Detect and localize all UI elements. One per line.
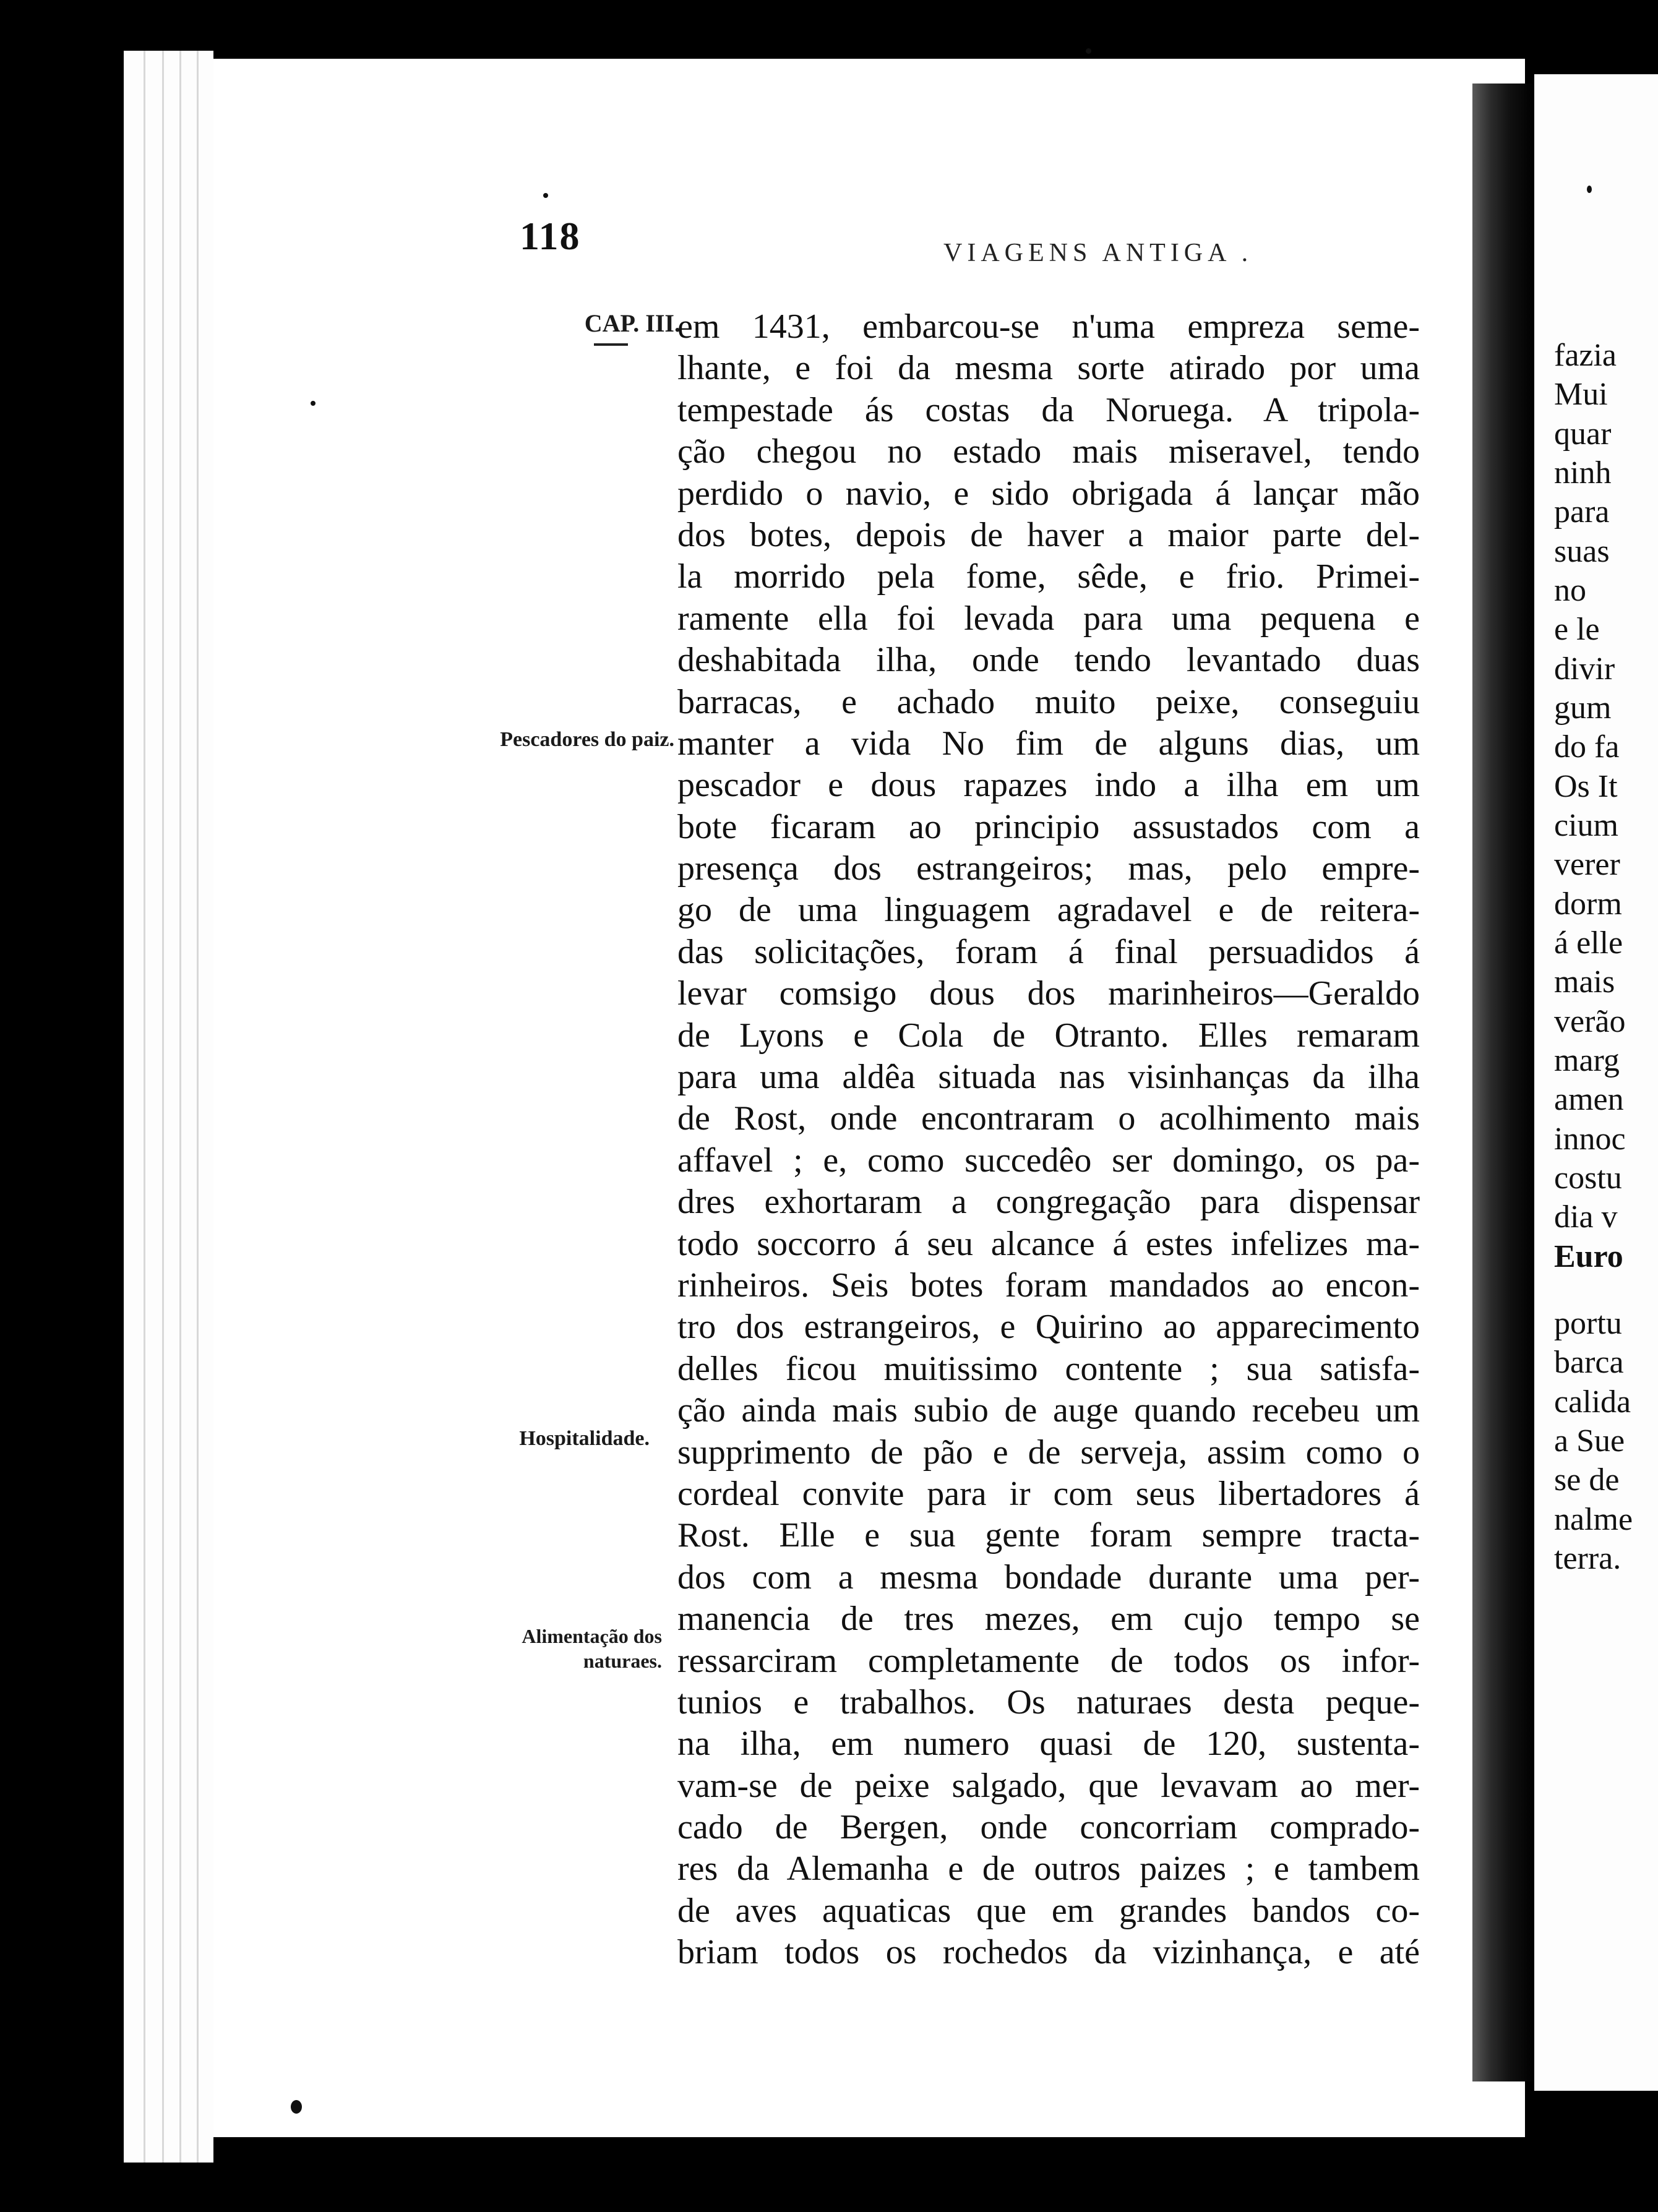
facing-page-line: para (1554, 494, 1610, 529)
text-line: para uma aldêa situada nas visinhanças da ilha (677, 1058, 1420, 1097)
facing-page-line: e le (1554, 612, 1600, 647)
facing-page-line: quar (1554, 416, 1612, 452)
margin-note-food: Alimentação dos naturaes. (522, 1625, 662, 1672)
text-line: dos botes, depois de haver a maior parte del- (677, 515, 1420, 554)
text-line: ressarciram completamente de todos os infor- (677, 1641, 1420, 1680)
facing-page-line: se de (1554, 1462, 1620, 1498)
facing-page-line: amen (1554, 1082, 1624, 1117)
text-line: lhante, e foi da mesma sorte atirado por uma (677, 349, 1420, 388)
running-head: VIAGENS ANTIGA . (943, 239, 1253, 267)
text-line: de Lyons e Cola de Otranto. Elles remaram (677, 1016, 1420, 1055)
facing-page-line: nalme (1554, 1502, 1633, 1537)
text-line: res da Alemanha e de outros paizes ; e tambem (677, 1850, 1420, 1888)
margin-note-hospitality: Hospitalidade. (519, 1427, 650, 1450)
page-edge-line (197, 51, 199, 2163)
facing-page-line: calida (1554, 1384, 1631, 1420)
body-text (677, 306, 1420, 1974)
facing-page-line: ninh (1554, 455, 1612, 491)
facing-page-line: barca (1554, 1345, 1624, 1380)
text-line: deshabitada ilha, onde tendo levantado duas (677, 641, 1420, 680)
text-line: supprimento de pão e de serveja, assim como o (677, 1433, 1420, 1472)
text-line: todo soccorro á seu alcance á estes infelizes ma- (677, 1224, 1420, 1263)
scan-speck (311, 401, 316, 406)
text-line: perdido o navio, e sido obrigada á lançar mão (677, 474, 1420, 513)
text-line: briam todos os rochedos da vizinhança, e até (677, 1933, 1420, 1972)
chapter-dash (594, 343, 628, 346)
text-line: ção chegou no estado mais miseravel, tendo (677, 432, 1420, 471)
chapter-label: CAP. III. (584, 309, 681, 337)
page-edge-line (162, 51, 164, 2163)
text-line: ção ainda mais subio de auge quando recebeu um (677, 1391, 1420, 1430)
text-line: na ilha, em numero quasi de 120, sustenta- (677, 1725, 1420, 1764)
text-line: manencia de tres mezes, em cujo tempo se (677, 1600, 1420, 1639)
text-line: delles ficou muitissimo contente ; sua satisfa- (677, 1349, 1420, 1388)
text-line: ramente ella foi levada para uma pequena e (677, 599, 1420, 638)
scan-speck (543, 193, 548, 198)
scan-speck (1587, 186, 1592, 193)
facing-page-line: gum (1554, 690, 1612, 726)
page-stack-edge (124, 51, 213, 2163)
text-line: go de uma linguagem agradavel e de reitera- (677, 891, 1420, 930)
facing-page-line: dia v (1554, 1199, 1618, 1235)
margin-note-fishers: Pescadores do paiz. (500, 728, 674, 751)
page-number: 118 (520, 214, 581, 258)
text-line: cordeal convite para ir com seus libertadores á (677, 1474, 1420, 1513)
page-edge-line (144, 51, 145, 2163)
text-line: barracas, e achado muito peixe, conseguiu (677, 682, 1420, 721)
facing-page-line: dorm (1554, 886, 1622, 922)
text-line: rinheiros. Seis botes foram mandados ao encon- (677, 1266, 1420, 1305)
text-line: em 1431, embarcou-se n'uma empreza seme- (677, 307, 1420, 346)
text-line: de Rost, onde encontraram o acolhimento mais (677, 1099, 1420, 1138)
facing-page-line: Euro (1554, 1239, 1623, 1274)
facing-page-line: cium (1554, 808, 1618, 843)
text-line: das solicitações, foram á final persuadidos á (677, 932, 1420, 971)
facing-page-line: costu (1554, 1160, 1622, 1196)
text-line: presença dos estrangeiros; mas, pelo empre- (677, 849, 1420, 888)
text-line: pescador e dous rapazes indo a ilha em um (677, 766, 1420, 805)
text-line: bote ficaram ao principio assustados com a (677, 807, 1420, 846)
facing-page-line: portu (1554, 1306, 1622, 1341)
scan-speck (1086, 48, 1091, 54)
facing-page-line: no (1554, 573, 1586, 608)
text-line: tempestade ás costas da Noruega. A tripola- (677, 390, 1420, 429)
facing-page-line: á elle (1554, 925, 1623, 961)
text-line: cado de Bergen, onde concorriam comprado- (677, 1808, 1420, 1847)
text-line: dres exhortaram a congregação para dispensar (677, 1183, 1420, 1222)
binding-gutter (1472, 84, 1534, 2081)
text-line: la morrido pela fome, sêde, e frio. Primei- (677, 557, 1420, 596)
text-line: tro dos estrangeiros, e Quirino ao apparecimento (677, 1308, 1420, 1347)
text-line: affavel ; e, como succedêo ser domingo, os pa- (677, 1141, 1420, 1180)
page-edge-line (179, 51, 181, 2163)
facing-page-line: verer (1554, 847, 1620, 882)
facing-page-line: Os It (1554, 769, 1618, 804)
scan-speck (291, 2100, 302, 2114)
facing-page-line: innoc (1554, 1121, 1626, 1157)
facing-page-line: Mui (1554, 377, 1608, 412)
text-line: manter a vida No fim de alguns dias, um (677, 724, 1420, 763)
facing-page-line: terra. (1554, 1541, 1621, 1576)
facing-page-line: do fa (1554, 729, 1620, 765)
text-line: Rost. Elle e sua gente foram sempre tracta- (677, 1516, 1420, 1555)
text-line: de aves aquaticas que em grandes bandos co- (677, 1891, 1420, 1930)
text-line: vam-se de peixe salgado, que levavam ao mer- (677, 1766, 1420, 1805)
text-line: tunios e trabalhos. Os naturaes desta peque- (677, 1683, 1420, 1721)
facing-page-line: divir (1554, 651, 1615, 687)
facing-page-line: suas (1554, 534, 1610, 569)
facing-page-line: marg (1554, 1043, 1620, 1078)
facing-page-line: mais (1554, 964, 1615, 1000)
text-line: levar comsigo dous dos marinheiros—Geraldo (677, 974, 1420, 1013)
facing-page-line: a Sue (1554, 1423, 1625, 1459)
text-line: dos com a mesma bondade durante uma per- (677, 1558, 1420, 1597)
facing-page-line: fazia (1554, 338, 1617, 373)
facing-page-line: verão (1554, 1004, 1626, 1039)
